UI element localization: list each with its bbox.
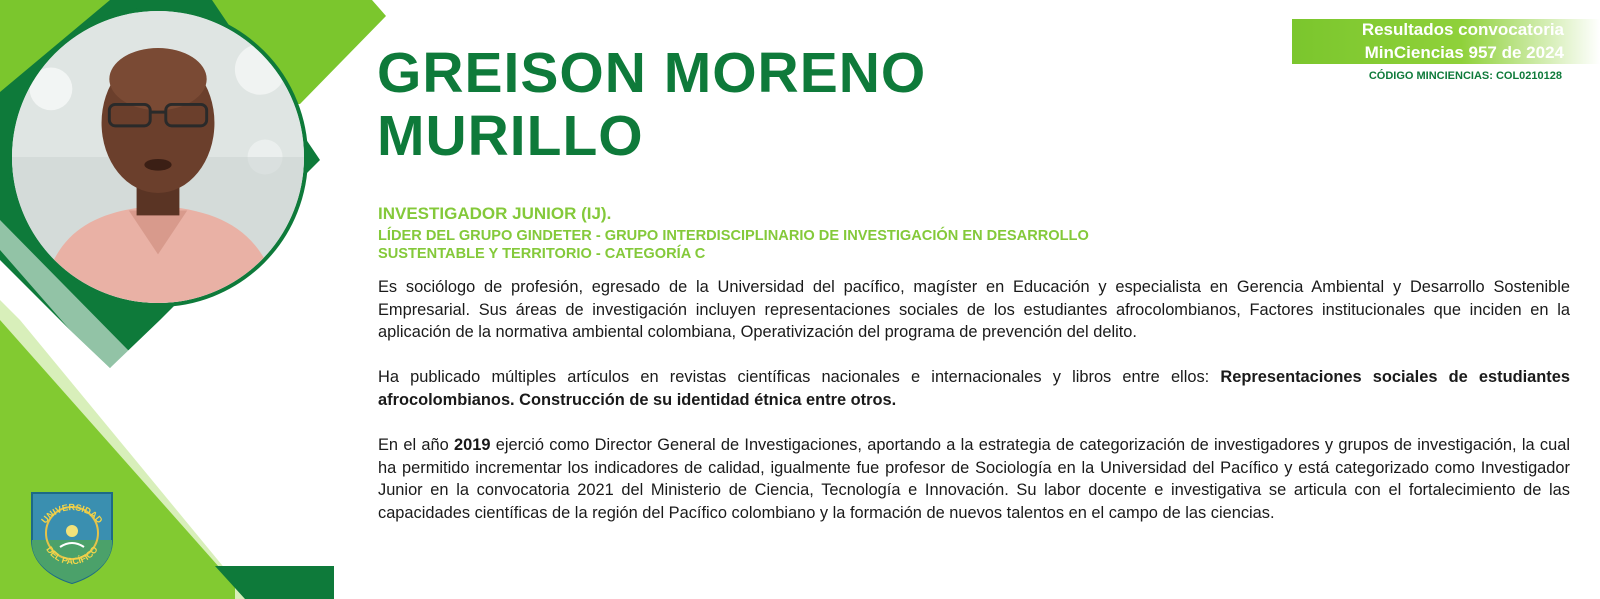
bio-p3-year: 2019 <box>453 436 491 455</box>
portrait-illustration <box>12 11 304 303</box>
bio-p2-text: Ha publicado múltiples artículos en revistas científicas nacionales e internacionales y libros entre ellos: <box>378 368 1221 387</box>
bio-p3-before: En el año <box>378 436 454 455</box>
bio-paragraph-2 <box>378 366 1570 411</box>
badge-line-2: MinCiencias 957 de 2024 <box>1364 43 1564 62</box>
profile-photo <box>8 7 308 307</box>
name-line-1: GREISON MORENO <box>377 41 927 105</box>
bio-paragraph-3 <box>378 434 1570 524</box>
researcher-name <box>377 42 926 168</box>
logo-text-bottom: DEL PACÍFICO <box>44 544 100 567</box>
group-leader-info <box>378 227 1218 263</box>
researcher-rank: INVESTIGADOR JUNIOR (IJ). <box>378 204 612 223</box>
name-line-2: MURILLO <box>377 104 644 168</box>
bio-paragraph-1: Es sociólogo de profesión, egresado de la Universidad del pacífico, magíster en Educación y especialista en Gerencia Ambiental y Desarrollo Sostenible Empresarial. Sus áreas de investigación incluyen representaciones sociales de los estudiantes afrocolombianos, Factores institucionales que inciden en la aplicación de la normativa ambiental colombiana, Operativización del programa de prevención del delito. <box>378 278 1570 342</box>
university-logo <box>22 485 122 585</box>
leader-line-2: SUSTENTABLE Y TERRITORIO - CATEGORÍA C <box>378 246 706 262</box>
sun-icon <box>66 525 78 537</box>
leader-line-1: LÍDER DEL GRUPO GINDETER - GRUPO INTERDISCIPLINARIO DE INVESTIGACIÓN EN DESARROLLO <box>378 228 1089 244</box>
minciencias-code: CÓDIGO MINCIENCIAS: COL0210128 <box>1368 70 1562 82</box>
biography <box>378 276 1570 547</box>
logo-text-top: UNIVERSIDAD <box>39 502 105 526</box>
convocatoria-badge <box>1292 19 1600 64</box>
bio-p3-after: ejerció como Director General de Investigaciones, aportando a la estrategia de categorización de investigadores y grupos de investigación, la cual ha permitido incrementar los indicadores de calidad, igualmente fue profesor de Sociología en la Universidad del Pacífico y está categorizado como Investigador Junior en la convocatoria 2021 del Ministerio de Ciencia, Tecnología e Innovación. Su labor docente e investigativa se articula con el fortalecimiento de las capacidades científicas de la región del Pacífico colombiano y la formación de nuevos talentos en el campo de las ciencias. <box>378 436 1570 522</box>
badge-line-1: Resultados convocatoria <box>1361 20 1564 39</box>
bio-p2-highlight: Representaciones sociales de estudiantes afrocolombianos. Construcción de su identidad étnica entre otros. <box>378 368 1570 409</box>
